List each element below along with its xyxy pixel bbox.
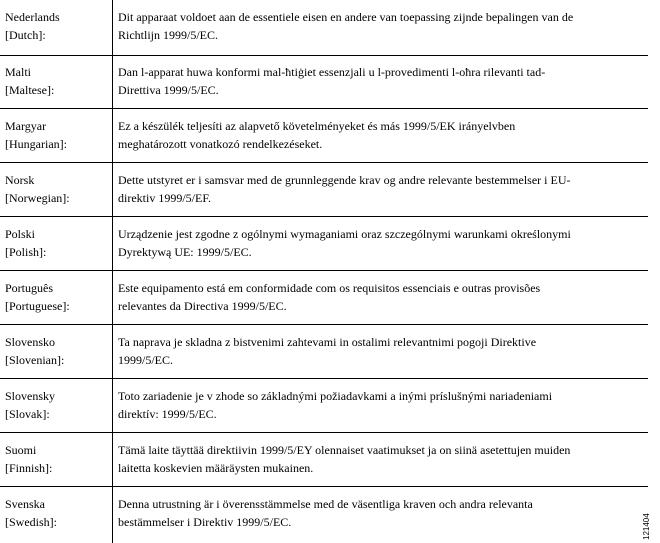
table-row-hungarian <box>0 109 648 162</box>
compliance-statement: Tämä laite täyttää direktiivin 1999/5/EY olennaiset vaatimukset ja on siinä asetettujen muiden laitetta koskevien määräysten mukainen. <box>118 443 571 475</box>
compliance-statement: Ta naprava je skladna z bistvenimi zahtevami in ostalimi relevantnimi pogoji Direktive 1999/5/EC. <box>118 335 537 367</box>
language-label: Polski [Polish]: <box>5 227 47 259</box>
table-row-portuguese <box>0 271 648 324</box>
table-row-dutch <box>0 0 648 53</box>
figure-id: 121404 <box>642 513 651 540</box>
table-row-finnish <box>0 433 648 486</box>
table-row-polish <box>0 217 648 270</box>
language-label: Margyar [Hungarian]: <box>5 119 67 151</box>
compliance-statement: Ez a készülék teljesíti az alapvető követelményeket és más 1999/5/EK irányelvben meghatározott vonatkozó rendelkezéseket. <box>118 119 516 151</box>
table-row-slovenian <box>0 325 648 378</box>
compliance-statement: Dette utstyret er i samsvar med de grunnleggende krav og andre relevante bestemmelser i EU- direktiv 1999/5/EF. <box>118 173 571 205</box>
language-label: Svenska [Swedish]: <box>5 497 57 529</box>
compliance-statement: Denna utrustning är i överensstämmelse med de väsentliga kraven och andra relevanta bestämmelser i Direktiv 1999/5/EC. <box>118 497 533 529</box>
compliance-statement: Toto zariadenie je v zhode so základnými požiadavkami a inými príslušnými nariadeniami direktív: 1999/5/EC. <box>118 389 553 421</box>
language-label: Slovensky [Slovak]: <box>5 389 56 421</box>
language-label: Português [Portuguese]: <box>5 281 70 313</box>
table-row-slovak <box>0 379 648 432</box>
table-row-maltese <box>0 55 648 108</box>
language-label: Suomi [Finnish]: <box>5 443 53 475</box>
compliance-statement: Dan l-apparat huwa konformi mal-ħtiġiet essenzjali u l-provedimenti l-oħra rilevanti tad- Direttiva 1999/5/EC. <box>118 65 546 97</box>
language-label: Malti [Maltese]: <box>5 65 55 97</box>
table-row-norwegian <box>0 163 648 216</box>
compliance-statement: Este equipamento está em conformidade com os requisitos essenciais e outras provisões relevantes da Directiva 1999/5/EC. <box>118 281 541 313</box>
language-label: Nederlands [Dutch]: <box>5 10 60 42</box>
compliance-statement: Urządzenie jest zgodne z ogólnymi wymaganiami oraz szczególnymi warunkami określonymi Dyrektywą UE: 1999/5/EC. <box>118 227 571 259</box>
language-label: Norsk [Norwegian]: <box>5 173 70 205</box>
compliance-statement: Dit apparaat voldoet aan de essentiele eisen en andere van toepassing zijnde bepalingen van de Richtlijn 1999/5/EC. <box>118 10 574 42</box>
language-label: Slovensko [Slovenian]: <box>5 335 65 367</box>
table-row-swedish <box>0 487 648 540</box>
